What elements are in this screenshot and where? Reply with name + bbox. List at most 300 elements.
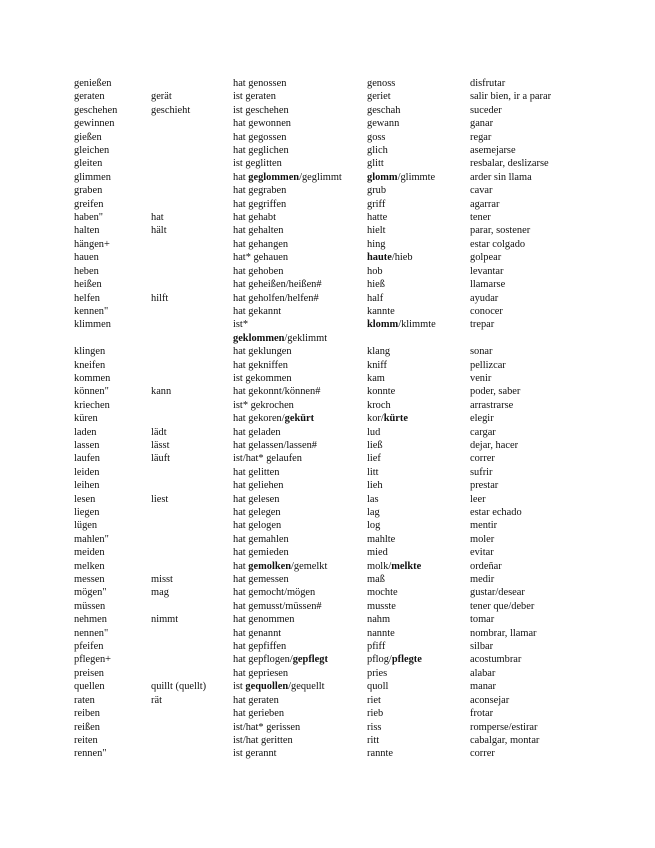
table-row — [74, 399, 634, 412]
perfect-cell: ist geschehen — [233, 104, 289, 116]
present-cell: läuft — [151, 453, 171, 465]
infinitive-cell: laden — [74, 426, 97, 438]
perfect-cell: hat* gehauen — [233, 252, 289, 264]
translation-cell: mentir — [470, 520, 498, 532]
table-row — [74, 359, 634, 372]
preterite-cell: nahm — [367, 614, 391, 626]
present-cell: liest — [151, 493, 169, 505]
perfect-cell: hat gelesen — [233, 493, 280, 505]
table-row — [74, 586, 634, 599]
present-cell — [151, 77, 233, 90]
perfect-cell: hat gemocht/mögen — [233, 587, 316, 599]
perfect-cell: hat genossen — [233, 78, 287, 89]
table-row — [74, 224, 634, 237]
translation-cell: cabalgar, montar — [470, 734, 540, 746]
translation-cell: levantar — [470, 265, 504, 277]
table-row — [74, 519, 634, 532]
infinitive-cell: lesen — [74, 493, 96, 505]
translation-cell: evitar — [470, 547, 494, 559]
translation-cell: cargar — [470, 426, 496, 438]
preterite-cell: hieß — [367, 279, 385, 291]
infinitive-cell: greifen — [74, 198, 104, 210]
present-cell — [151, 372, 233, 385]
translation-cell: ordeñar — [470, 560, 502, 572]
translation-cell: moler — [470, 533, 495, 545]
preterite-cell: kam — [367, 372, 385, 384]
table-row — [74, 372, 634, 385]
infinitive-cell: hängen+ — [74, 238, 110, 250]
preterite-cell: musste — [367, 600, 396, 612]
preterite-cell: quoll — [367, 681, 389, 693]
infinitive-cell: messen — [74, 574, 105, 586]
table-row — [74, 600, 634, 613]
preterite-cell: mochte — [367, 587, 398, 599]
table-row — [74, 667, 634, 680]
perfect-cell: hat gehoben — [233, 265, 284, 277]
table-row — [74, 77, 634, 90]
infinitive-cell: leiden — [74, 466, 100, 478]
perfect-cell: ist gekommen — [233, 372, 292, 384]
infinitive-cell: klimmen — [74, 319, 111, 331]
present-cell: misst — [151, 574, 173, 586]
preterite-cell: riet — [367, 694, 381, 706]
translation-cell: manar — [470, 681, 496, 693]
table-row — [74, 198, 634, 211]
infinitive-cell: meiden — [74, 547, 105, 559]
infinitive-cell: gleiten — [74, 158, 103, 170]
present-cell — [151, 117, 233, 130]
present-cell — [151, 466, 233, 479]
perfect-cell: hat geholfen/helfen# — [233, 292, 319, 304]
perfect-cell: hat gemessen — [233, 574, 289, 586]
infinitive-cell: müssen — [74, 600, 106, 612]
preterite-cell: pries — [367, 667, 388, 679]
translation-cell: ayudar — [470, 292, 499, 304]
table-row — [74, 131, 634, 144]
infinitive-cell: hauen — [74, 252, 99, 264]
preterite-cell: pfiff — [367, 641, 386, 653]
translation-cell: silbar — [470, 641, 494, 653]
preterite-cell: geschah — [367, 104, 401, 116]
preterite-cell: riss — [367, 721, 382, 733]
infinitive-cell: lassen — [74, 439, 100, 451]
preterite-cell: genoss — [367, 78, 396, 89]
present-cell: lässt — [151, 439, 170, 451]
infinitive-cell: kneifen — [74, 359, 106, 371]
preterite-cell: klang — [367, 346, 391, 358]
perfect-cell: ist geglitten — [233, 158, 282, 170]
infinitive-cell: pfeifen — [74, 641, 104, 653]
infinitive-cell: raten — [74, 694, 95, 706]
present-cell: rät — [151, 694, 162, 706]
translation-cell: tener que/deber — [470, 600, 535, 612]
preterite-cell: hatte — [367, 212, 388, 224]
present-cell: hält — [151, 225, 167, 237]
infinitive-cell: nennen" — [74, 627, 109, 639]
preterite-cell: lud — [367, 426, 381, 438]
table-row — [74, 278, 634, 291]
perfect-cell: ist geraten — [233, 91, 276, 103]
perfect-cell: hat geklungen — [233, 346, 292, 358]
table-row — [74, 734, 634, 747]
translation-cell: leer — [470, 493, 486, 505]
translation-cell: asemejarse — [470, 145, 516, 157]
preterite-cell: grub — [367, 185, 387, 197]
table-row — [74, 305, 634, 318]
perfect-cell: hat gemusst/müssen# — [233, 600, 322, 612]
infinitive-cell: kriechen — [74, 399, 110, 411]
present-cell — [151, 157, 233, 170]
preterite-cell: maß — [367, 574, 385, 586]
table-row — [74, 721, 634, 734]
perfect-cell: hat gepfiffen — [233, 641, 287, 653]
infinitive-cell: nehmen — [74, 614, 107, 626]
infinitive-cell: geraten — [74, 91, 105, 103]
translation-cell: poder, saber — [470, 386, 521, 398]
infinitive-cell: helfen — [74, 292, 100, 304]
table-row — [74, 171, 634, 184]
preterite-cell: haute/hieb — [367, 252, 413, 264]
infinitive-cell: halten — [74, 225, 100, 237]
infinitive-cell: laufen — [74, 453, 100, 465]
perfect-cell: ist gerannt — [233, 748, 277, 760]
perfect-cell: hat gemieden — [233, 547, 289, 559]
present-cell — [151, 171, 233, 184]
present-cell — [151, 198, 233, 211]
perfect-cell: hat gegraben — [233, 185, 287, 197]
table-row — [74, 640, 634, 653]
verb-table-body — [74, 77, 634, 761]
translation-cell: venir — [470, 372, 492, 384]
preterite-cell: litt — [367, 466, 379, 478]
present-cell — [151, 479, 233, 492]
present-cell — [151, 412, 233, 425]
table-row — [74, 318, 634, 345]
translation-cell: medir — [470, 574, 495, 586]
translation-cell: pellizcar — [470, 359, 506, 371]
present-cell: gerät — [151, 91, 172, 103]
table-row — [74, 694, 634, 707]
preterite-cell: hielt — [367, 225, 386, 237]
table-row — [74, 627, 634, 640]
present-cell — [151, 278, 233, 291]
present-cell — [151, 399, 233, 412]
perfect-cell: hat genannt — [233, 627, 282, 639]
preterite-cell: mied — [367, 547, 388, 559]
perfect-cell: hat gelogen — [233, 520, 282, 532]
translation-cell: aconsejar — [470, 694, 510, 706]
table-row — [74, 533, 634, 546]
perfect-cell: hat gekoren/gekürt — [233, 413, 315, 425]
translation-cell: acostumbrar — [470, 654, 522, 666]
infinitive-cell: heben — [74, 265, 99, 277]
translation-cell: arrastrarse — [470, 399, 514, 411]
preterite-cell: half — [367, 292, 384, 304]
perfect-cell: hat gemahlen — [233, 533, 289, 545]
verb-table — [74, 77, 634, 761]
preterite-cell: hob — [367, 265, 383, 277]
infinitive-cell: melken — [74, 560, 105, 572]
present-cell — [151, 734, 233, 747]
translation-cell: tener — [470, 212, 491, 224]
infinitive-cell: kennen" — [74, 305, 109, 317]
present-cell — [151, 144, 233, 157]
translation-cell: dejar, hacer — [470, 439, 519, 451]
preterite-cell: rannte — [367, 748, 393, 760]
translation-cell: parar, sostener — [470, 225, 531, 237]
perfect-cell: hat genommen — [233, 614, 295, 626]
perfect-cell: hat geraten — [233, 694, 279, 706]
table-row — [74, 251, 634, 264]
present-cell — [151, 707, 233, 720]
table-row — [74, 292, 634, 305]
infinitive-cell: graben — [74, 185, 103, 197]
perfect-cell: hat geheißen/heißen# — [233, 279, 322, 291]
perfect-cell: ist/hat geritten — [233, 734, 293, 746]
table-row — [74, 747, 634, 760]
perfect-cell: hat gekonnt/können# — [233, 386, 321, 398]
translation-cell: llamarse — [470, 279, 506, 291]
present-cell: nimmt — [151, 614, 179, 626]
table-row — [74, 466, 634, 479]
translation-cell: resbalar, deslizarse — [470, 158, 549, 170]
perfect-cell: hat gepflogen/gepflegt — [233, 654, 328, 666]
present-cell — [151, 546, 233, 559]
translation-cell: gustar/desear — [470, 587, 525, 599]
translation-cell: salir bien, ir a parar — [470, 91, 552, 103]
translation-cell: disfrutar — [470, 78, 506, 89]
table-row — [74, 157, 634, 170]
translation-cell: suceder — [470, 104, 502, 116]
present-cell — [151, 640, 233, 653]
preterite-cell: lag — [367, 507, 380, 518]
present-cell: lädt — [151, 426, 167, 438]
translation-cell: prestar — [470, 480, 499, 492]
preterite-cell: hing — [367, 238, 386, 250]
table-row — [74, 265, 634, 278]
preterite-cell: geriet — [367, 91, 391, 103]
translation-cell: agarrar — [470, 198, 500, 210]
present-cell — [151, 345, 233, 358]
infinitive-cell: können" — [74, 386, 109, 398]
translation-cell: conocer — [470, 305, 503, 317]
table-row — [74, 345, 634, 358]
perfect-cell: hat gekniffen — [233, 359, 288, 371]
infinitive-cell: kommen — [74, 372, 111, 384]
preterite-cell: goss — [367, 131, 386, 143]
infinitive-cell: reiben — [74, 708, 100, 720]
table-row — [74, 546, 634, 559]
infinitive-cell: gleichen — [74, 145, 110, 157]
preterite-cell: konnte — [367, 386, 396, 398]
perfect-cell: ist gequollen/gequellt — [233, 681, 325, 693]
infinitive-cell: pflegen+ — [74, 654, 112, 666]
table-row — [74, 426, 634, 439]
infinitive-cell: mögen" — [74, 587, 107, 599]
table-row — [74, 104, 634, 117]
perfect-cell: hat gehangen — [233, 238, 289, 250]
present-cell — [151, 519, 233, 532]
present-cell — [151, 627, 233, 640]
translation-cell: ganar — [470, 118, 494, 130]
preterite-cell: gewann — [367, 118, 400, 130]
translation-cell: nombrar, llamar — [470, 627, 537, 639]
table-row — [74, 184, 634, 197]
preterite-cell: lieh — [367, 480, 383, 492]
translation-cell: correr — [470, 748, 495, 760]
preterite-cell: glitt — [367, 158, 384, 170]
present-cell: hilft — [151, 292, 169, 304]
table-row — [74, 211, 634, 224]
translation-cell: romperse/estirar — [470, 721, 538, 733]
infinitive-cell: leihen — [74, 480, 100, 492]
present-cell — [151, 747, 233, 760]
infinitive-cell: liegen — [74, 507, 100, 518]
preterite-cell: glich — [367, 145, 388, 157]
preterite-cell: ritt — [367, 734, 380, 746]
present-cell — [151, 305, 233, 318]
table-row — [74, 573, 634, 586]
table-row — [74, 680, 634, 693]
infinitive-cell: klingen — [74, 346, 106, 358]
table-row — [74, 117, 634, 130]
perfect-cell: ist/hat* gerissen — [233, 721, 301, 733]
perfect-cell: hat gelitten — [233, 466, 280, 478]
infinitive-cell: rennen" — [74, 748, 107, 760]
translation-cell: frotar — [470, 708, 494, 720]
infinitive-cell: geschehen — [74, 104, 118, 116]
table-row — [74, 506, 634, 519]
translation-cell: trepar — [470, 319, 495, 331]
infinitive-cell: haben" — [74, 212, 104, 224]
perfect-cell: ist* gekrochen — [233, 399, 294, 411]
translation-cell: regar — [470, 131, 492, 143]
table-row — [74, 613, 634, 626]
perfect-cell: hat geliehen — [233, 480, 284, 492]
preterite-cell: molk/melkte — [367, 560, 422, 572]
infinitive-cell: reißen — [74, 721, 100, 733]
perfect-cell: hat geglommen/geglimmt — [233, 171, 342, 183]
table-row — [74, 439, 634, 452]
perfect-cell: hat geladen — [233, 426, 281, 438]
present-cell — [151, 238, 233, 251]
present-cell — [151, 533, 233, 546]
present-cell — [151, 318, 233, 345]
translation-cell: sufrir — [470, 466, 493, 478]
infinitive-cell: preisen — [74, 667, 105, 679]
preterite-cell: klomm/klimmte — [367, 319, 436, 331]
preterite-cell: log — [367, 520, 381, 532]
present-cell — [151, 721, 233, 734]
translation-cell: alabar — [470, 667, 496, 679]
present-cell — [151, 265, 233, 278]
translation-cell: sonar — [470, 346, 493, 358]
present-cell: geschieht — [151, 104, 191, 116]
infinitive-cell: mahlen" — [74, 533, 109, 545]
present-cell: quillt (quellt) — [151, 681, 207, 693]
infinitive-cell: quellen — [74, 681, 105, 693]
preterite-cell: las — [367, 493, 379, 505]
present-cell — [151, 653, 233, 666]
present-cell — [151, 359, 233, 372]
preterite-cell: kannte — [367, 305, 395, 317]
translation-cell: tomar — [470, 614, 495, 626]
perfect-cell: hat gehalten — [233, 225, 284, 237]
perfect-cell: hat gegriffen — [233, 198, 287, 210]
infinitive-cell: glimmen — [74, 171, 111, 183]
perfect-cell: hat gemolken/gemelkt — [233, 560, 328, 572]
table-row — [74, 238, 634, 251]
infinitive-cell: lügen — [74, 520, 98, 532]
perfect-cell: hat gerieben — [233, 708, 285, 720]
present-cell — [151, 184, 233, 197]
present-cell — [151, 251, 233, 264]
perfect-cell: hat geglichen — [233, 145, 289, 157]
perfect-cell: hat gehabt — [233, 212, 276, 224]
preterite-cell: rieb — [367, 708, 384, 720]
preterite-cell: pflog/pflegte — [367, 654, 422, 666]
infinitive-cell: küren — [74, 413, 98, 425]
table-row — [74, 653, 634, 666]
preterite-cell: nannte — [367, 627, 395, 639]
perfect-cell: hat gekannt — [233, 305, 282, 317]
present-cell — [151, 506, 233, 519]
perfect-cell: hat gepriesen — [233, 667, 289, 679]
present-cell: hat — [151, 212, 164, 224]
table-row — [74, 479, 634, 492]
perfect-cell: ist* geklommen/geklimmt — [233, 319, 328, 344]
translation-cell: estar echado — [470, 507, 522, 518]
present-cell — [151, 600, 233, 613]
table-row — [74, 144, 634, 157]
perfect-cell: hat gelegen — [233, 507, 281, 518]
translation-cell: cavar — [470, 185, 493, 197]
table-row — [74, 385, 634, 398]
translation-cell: correr — [470, 453, 495, 465]
present-cell: kann — [151, 386, 172, 398]
preterite-cell: glomm/glimmte — [367, 171, 436, 183]
perfect-cell: hat gegossen — [233, 131, 287, 143]
present-cell — [151, 667, 233, 680]
present-cell: mag — [151, 587, 169, 599]
present-cell — [151, 560, 233, 573]
translation-cell: arder sin llama — [470, 171, 532, 183]
table-row — [74, 412, 634, 425]
table-row — [74, 452, 634, 465]
preterite-cell: mahlte — [367, 533, 396, 545]
infinitive-cell: gießen — [74, 131, 102, 143]
translation-cell: golpear — [470, 252, 502, 264]
table-row — [74, 493, 634, 506]
perfect-cell: ist/hat* gelaufen — [233, 453, 302, 465]
table-row — [74, 90, 634, 103]
preterite-cell: ließ — [367, 439, 383, 451]
table-row — [74, 560, 634, 573]
preterite-cell: kroch — [367, 399, 391, 411]
perfect-cell: hat gewonnen — [233, 118, 291, 130]
preterite-cell: kor/kürte — [367, 413, 408, 425]
infinitive-cell: heißen — [74, 279, 102, 291]
preterite-cell: lief — [367, 453, 381, 465]
translation-cell: elegir — [470, 413, 494, 425]
preterite-cell: kniff — [367, 359, 388, 371]
translation-cell: estar colgado — [470, 238, 526, 250]
preterite-cell: griff — [367, 198, 386, 210]
infinitive-cell: genießen — [74, 78, 112, 89]
infinitive-cell: reiten — [74, 734, 98, 746]
present-cell — [151, 131, 233, 144]
table-row — [74, 707, 634, 720]
